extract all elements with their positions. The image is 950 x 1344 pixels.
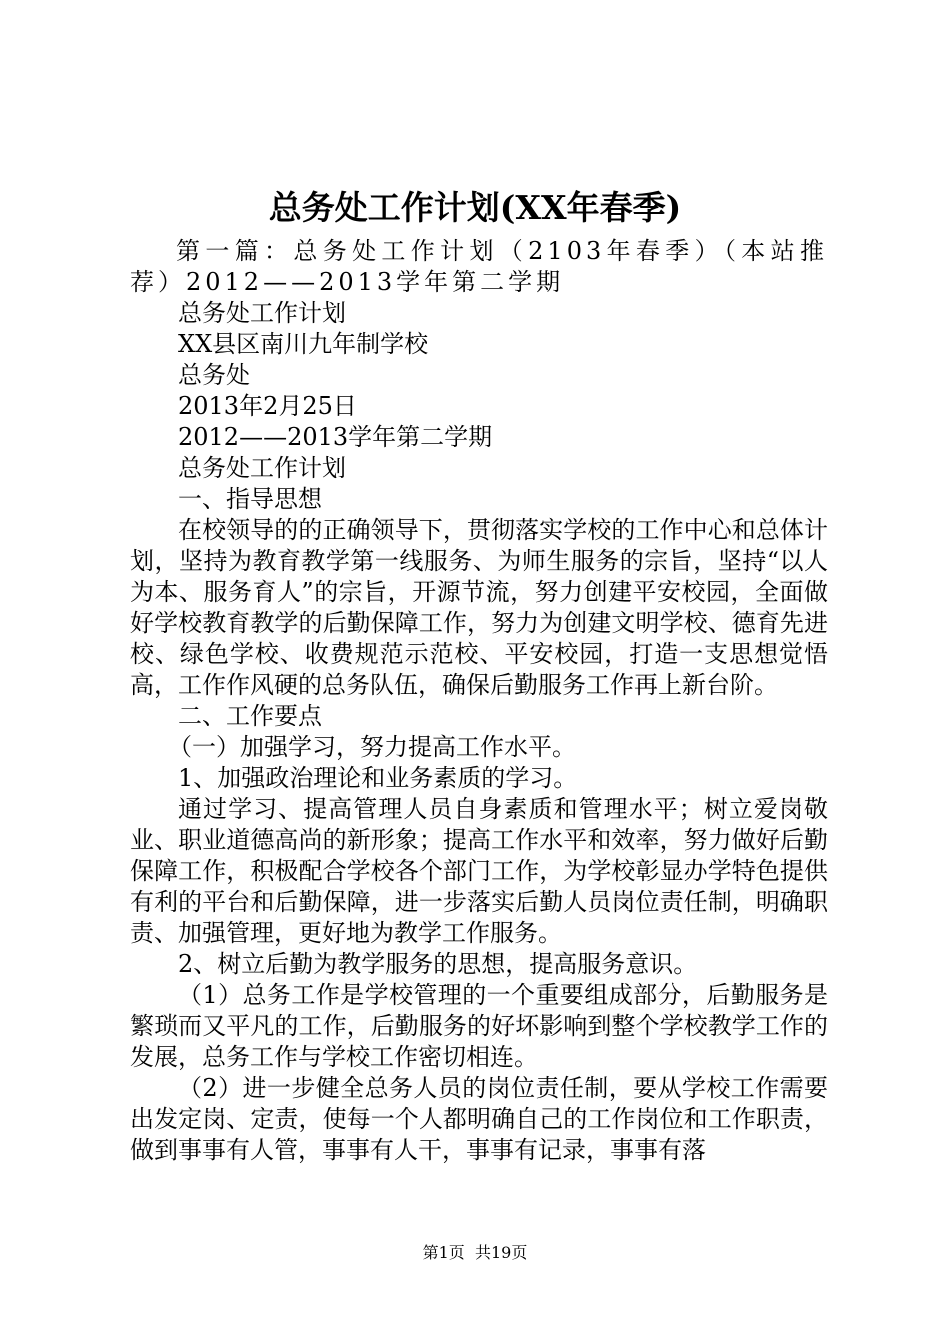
paragraph: 总务处工作计划 <box>178 454 346 482</box>
paragraph: （1）总务工作是学校管理的一个重要组成部分，后勤服务是繁琐而又平凡的工作，后勤服务的好坏影响到整个学校教学工作的发展，总务工作与学校工作密切相连。 <box>130 981 828 1071</box>
paragraph: XX县区南川九年制学校 <box>178 330 429 358</box>
page-total: 共19页 <box>474 1243 528 1262</box>
item-heading: 2、树立后勤为教学服务的思想，提高服务意识。 <box>178 950 698 978</box>
paragraph: 在校领导的的正确领导下，贯彻落实学校的工作中心和总体计划，坚持为教育教学第一线服务、为师生服务的宗旨，坚持“以人为本、服务育人”的宗旨，开源节流，努力创建平安校园，全面做好学校教育教学的后勤保障工作，努力为创建文明学校、德育先进校、绿色学校、收费规范示范校、平安校园，打造一支思想觉悟高，工作作风硬的总务队伍，确保后勤服务工作再上新台阶。 <box>130 516 828 699</box>
paragraph: 通过学习、提高管理人员自身素质和管理水平；树立爱岗敬业、职业道德高尚的新形象；提高工作水平和效率，努力做好后勤保障工作，积极配合学校各个部门工作，为学校彰显办学特色提供有利的平台和后勤保障，进一步落实后勤人员岗位责任制，明确职责、加强管理，更好地为教学工作服务。 <box>130 795 828 947</box>
paragraph: 总务处 <box>178 361 250 389</box>
item-heading: 1、加强政治理论和业务素质的学习。 <box>178 764 578 792</box>
paragraph: 2013年2月25日 <box>178 392 357 420</box>
section-heading: 一、指导思想 <box>178 485 322 513</box>
paragraph: 总务处工作计划 <box>178 299 346 327</box>
paragraph: 2012——2013学年第二学期 <box>178 423 493 451</box>
document-body <box>130 236 828 1166</box>
page-number: 第1页 <box>422 1243 465 1262</box>
paragraph: 第一篇：总务处工作计划（2103年春季）（本站推荐）2012——2013学年第二学期 <box>130 237 828 296</box>
section-heading: 二、工作要点 <box>178 702 322 730</box>
subsection-heading: （一）加强学习，努力提高工作水平。 <box>168 733 576 761</box>
document-title: 总务处工作计划(XX年春季) <box>268 188 682 227</box>
paragraph: （2）进一步健全总务人员的岗位责任制，要从学校工作需要出发定岗、定责，使每一个人都明确自己的工作岗位和工作职责，做到事事有人管，事事有人干，事事有记录，事事有落 <box>130 1074 828 1164</box>
page-footer <box>0 1242 950 1264</box>
